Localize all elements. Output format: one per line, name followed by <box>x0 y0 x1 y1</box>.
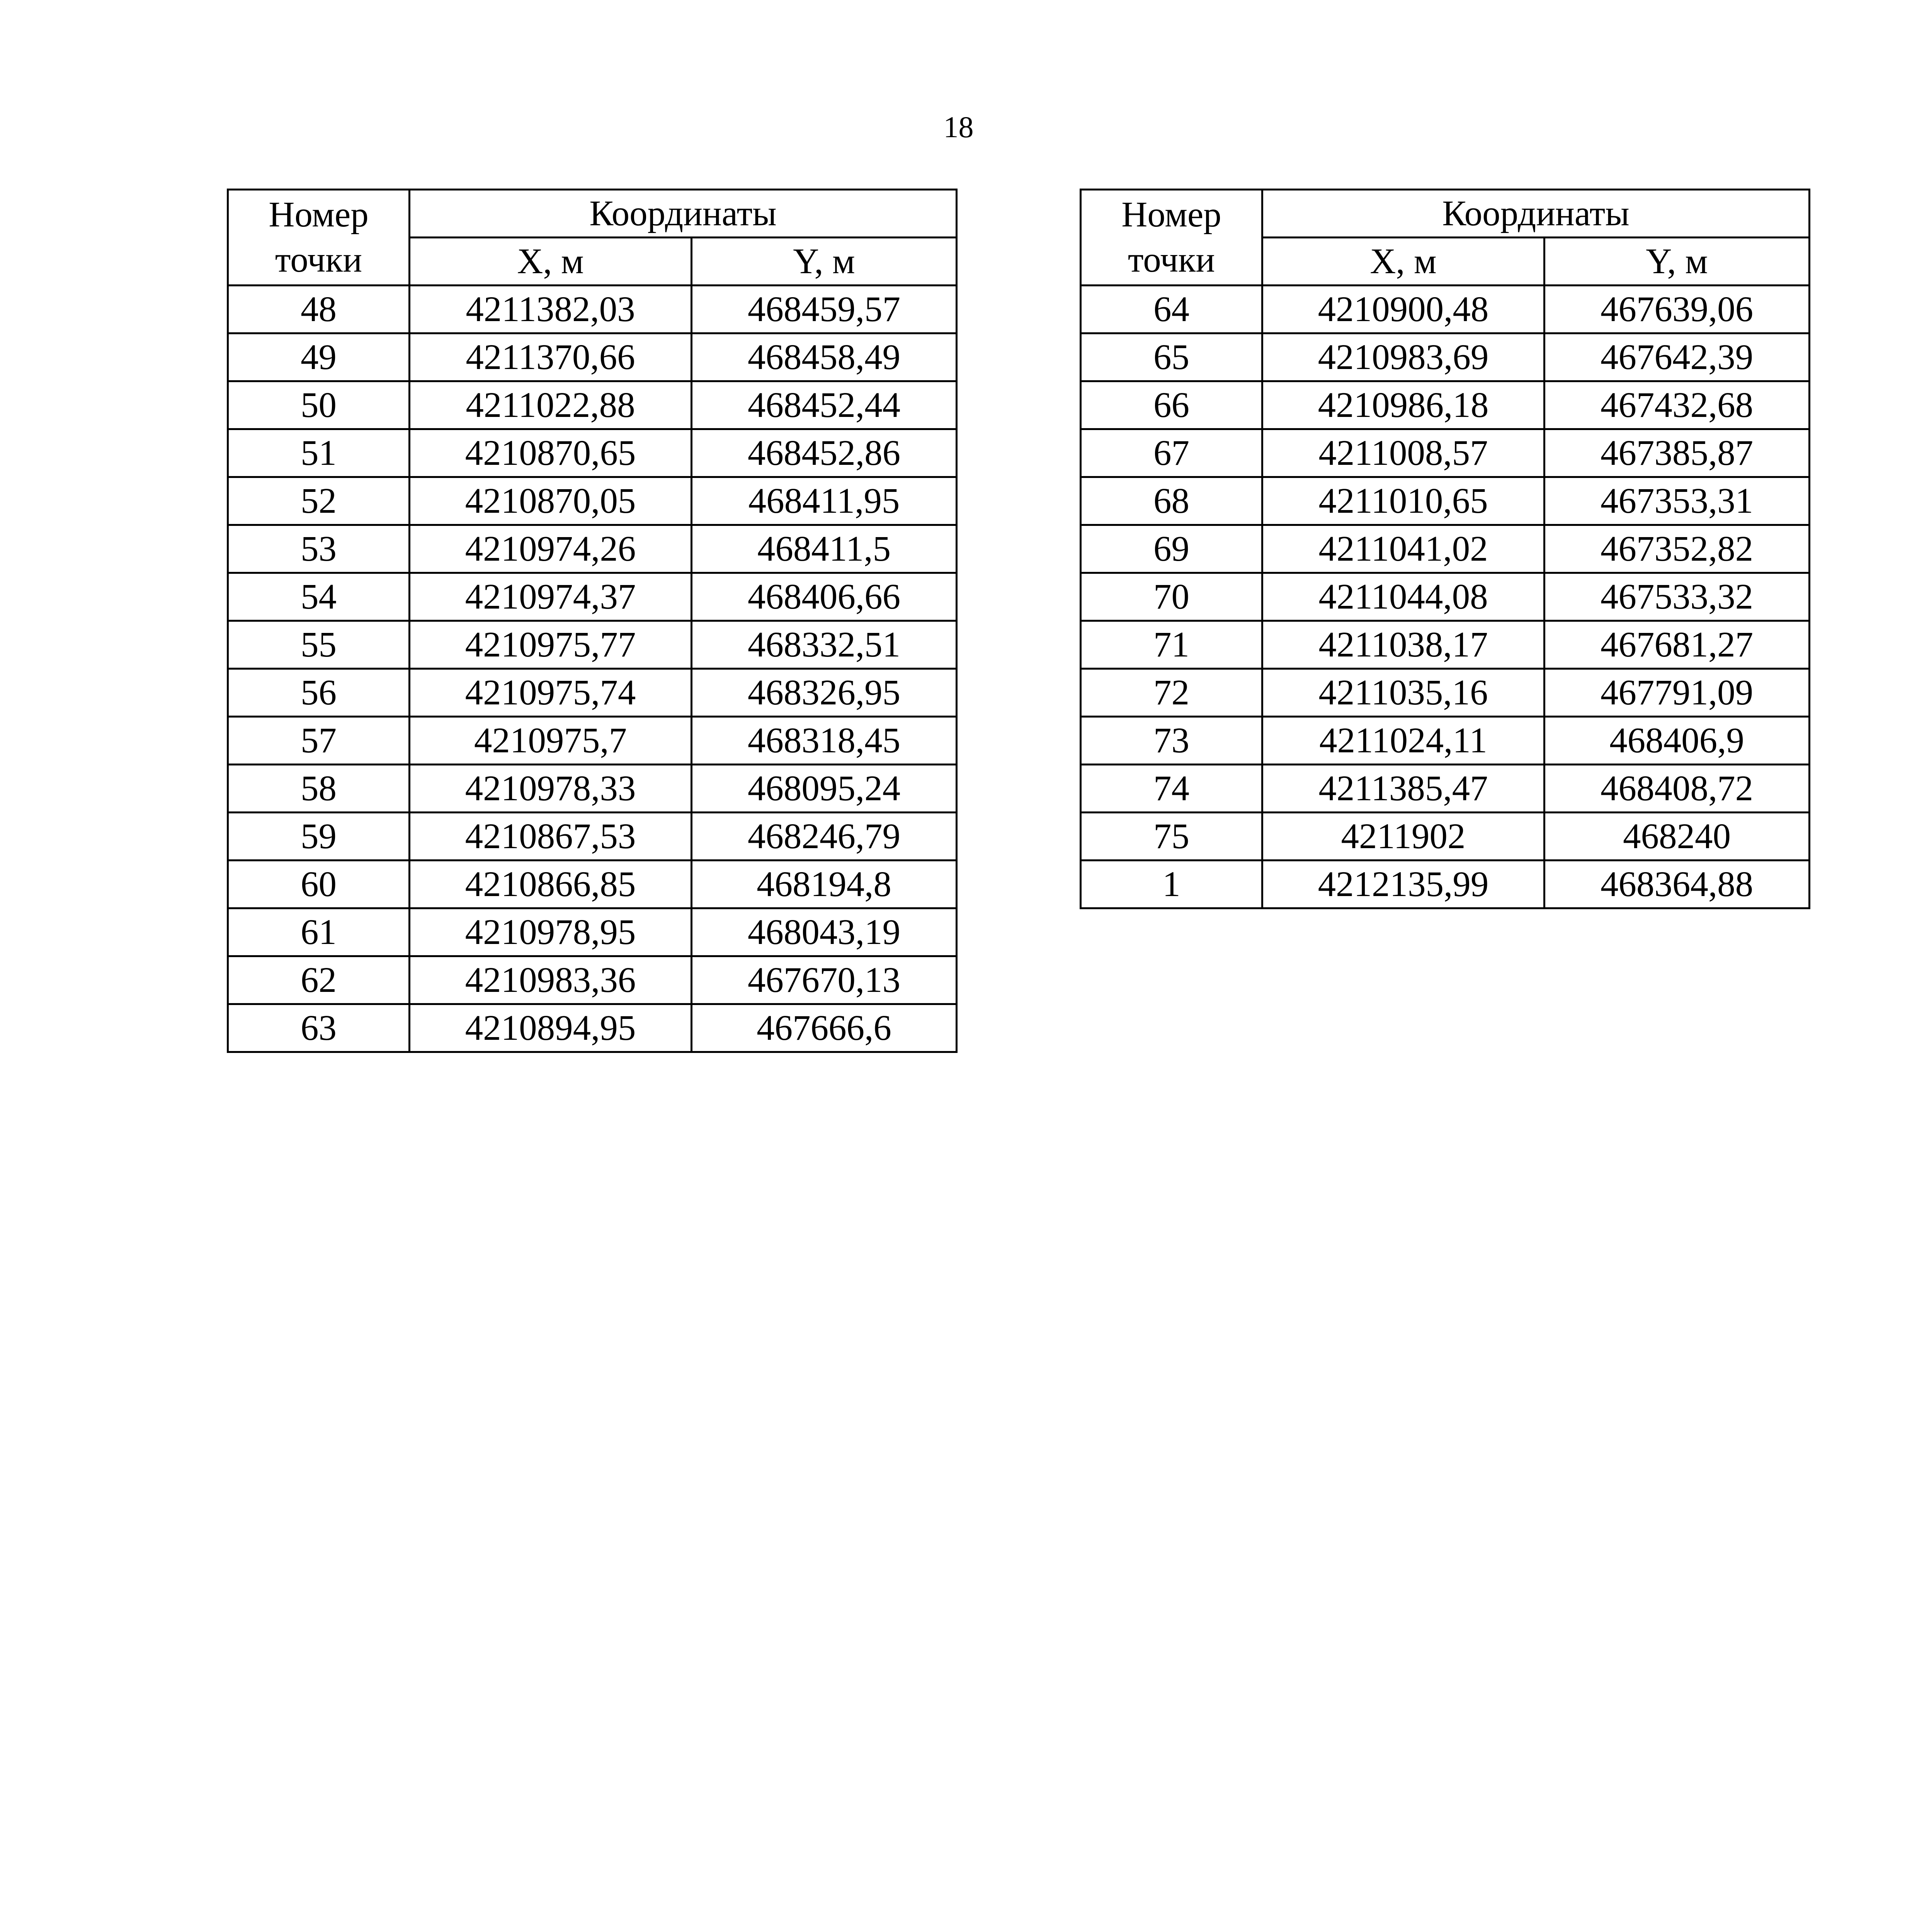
point-number-cell: 64 <box>1081 286 1262 333</box>
point-number-cell: 49 <box>228 333 410 381</box>
point-number-cell: 52 <box>228 477 410 525</box>
x-coordinate-cell: 4210870,65 <box>410 429 692 477</box>
point-number-cell: 59 <box>228 813 410 861</box>
point-number-cell: 68 <box>1081 477 1262 525</box>
x-coordinate-cell: 4211008,57 <box>1262 429 1544 477</box>
x-coordinate-cell: 4210986,18 <box>1262 381 1544 429</box>
y-header: Y, м <box>1544 238 1810 286</box>
table-row <box>1081 286 1810 333</box>
point-number-cell: 54 <box>228 573 410 621</box>
x-coordinate-cell: 4210894,95 <box>410 1004 692 1052</box>
x-coordinate-cell: 4211385,47 <box>1262 765 1544 813</box>
y-coordinate-cell: 468095,24 <box>692 765 957 813</box>
x-coordinate-cell: 4210974,26 <box>410 525 692 573</box>
y-coordinate-cell: 468459,57 <box>692 286 957 333</box>
y-coordinate-cell: 468364,88 <box>1544 861 1810 908</box>
table-row <box>228 813 957 861</box>
y-coordinate-cell: 467533,32 <box>1544 573 1810 621</box>
table-row <box>1081 765 1810 813</box>
table-row <box>228 381 957 429</box>
point-number-cell: 50 <box>228 381 410 429</box>
point-number-cell: 65 <box>1081 333 1262 381</box>
point-number-header: Номер точки <box>228 190 410 286</box>
y-coordinate-cell: 468411,95 <box>692 477 957 525</box>
point-number-cell: 51 <box>228 429 410 477</box>
table-row <box>228 717 957 765</box>
table-row <box>1081 813 1810 861</box>
y-coordinate-cell: 468452,44 <box>692 381 957 429</box>
y-coordinate-cell: 468194,8 <box>692 861 957 908</box>
y-coordinate-cell: 467642,39 <box>1544 333 1810 381</box>
table-row <box>1081 333 1810 381</box>
point-number-cell: 58 <box>228 765 410 813</box>
point-number-cell: 48 <box>228 286 410 333</box>
x-coordinate-cell: 4211382,03 <box>410 286 692 333</box>
y-coordinate-cell: 468043,19 <box>692 908 957 956</box>
point-number-cell: 1 <box>1081 861 1262 908</box>
coordinates-header: Координаты <box>410 190 957 238</box>
point-number-header: Номер точки <box>1081 190 1262 286</box>
point-number-cell: 74 <box>1081 765 1262 813</box>
x-coordinate-cell: 4210870,05 <box>410 477 692 525</box>
table-row <box>228 669 957 717</box>
point-number-cell: 70 <box>1081 573 1262 621</box>
y-coordinate-cell: 468332,51 <box>692 621 957 669</box>
y-coordinate-cell: 468246,79 <box>692 813 957 861</box>
point-number-cell: 60 <box>228 861 410 908</box>
y-coordinate-cell: 468406,9 <box>1544 717 1810 765</box>
point-number-cell: 67 <box>1081 429 1262 477</box>
table-row <box>228 956 957 1004</box>
y-coordinate-cell: 467639,06 <box>1544 286 1810 333</box>
y-coordinate-cell: 467353,31 <box>1544 477 1810 525</box>
table-row <box>1081 621 1810 669</box>
table-row <box>1081 525 1810 573</box>
point-number-cell: 71 <box>1081 621 1262 669</box>
table-row <box>228 477 957 525</box>
table-row <box>1081 861 1810 908</box>
x-coordinate-cell: 4210975,7 <box>410 717 692 765</box>
table-row <box>1081 381 1810 429</box>
table-row <box>1081 429 1810 477</box>
point-number-cell: 73 <box>1081 717 1262 765</box>
y-coordinate-cell: 467352,82 <box>1544 525 1810 573</box>
point-number-cell: 55 <box>228 621 410 669</box>
y-coordinate-cell: 467666,6 <box>692 1004 957 1052</box>
point-number-cell: 53 <box>228 525 410 573</box>
x-coordinate-cell: 4211044,08 <box>1262 573 1544 621</box>
point-number-cell: 57 <box>228 717 410 765</box>
table-row <box>1081 477 1810 525</box>
x-coordinate-cell: 4210978,95 <box>410 908 692 956</box>
x-coordinate-cell: 4212135,99 <box>1262 861 1544 908</box>
point-number-cell: 63 <box>228 1004 410 1052</box>
table-row <box>228 1004 957 1052</box>
x-coordinate-cell: 4210983,69 <box>1262 333 1544 381</box>
x-coordinate-cell: 4210900,48 <box>1262 286 1544 333</box>
table-row <box>228 525 957 573</box>
point-number-cell: 62 <box>228 956 410 1004</box>
y-coordinate-cell: 468408,72 <box>1544 765 1810 813</box>
x-coordinate-cell: 4211024,11 <box>1262 717 1544 765</box>
table-header-row <box>228 190 957 238</box>
y-coordinate-cell: 468411,5 <box>692 525 957 573</box>
point-number-cell: 61 <box>228 908 410 956</box>
coordinates-table-right <box>1080 189 1810 909</box>
table-row <box>228 621 957 669</box>
table-row <box>228 573 957 621</box>
table-row <box>1081 669 1810 717</box>
x-coordinate-cell: 4211370,66 <box>410 333 692 381</box>
y-header: Y, м <box>692 238 957 286</box>
table-row <box>1081 717 1810 765</box>
y-coordinate-cell: 468240 <box>1544 813 1810 861</box>
y-coordinate-cell: 468452,86 <box>692 429 957 477</box>
y-coordinate-cell: 468318,45 <box>692 717 957 765</box>
y-coordinate-cell: 467791,09 <box>1544 669 1810 717</box>
table-row <box>228 333 957 381</box>
y-coordinate-cell: 467681,27 <box>1544 621 1810 669</box>
table-row <box>228 908 957 956</box>
page-number: 18 <box>943 110 974 144</box>
y-coordinate-cell: 468406,66 <box>692 573 957 621</box>
x-coordinate-cell: 4211010,65 <box>1262 477 1544 525</box>
table-row <box>228 429 957 477</box>
y-coordinate-cell: 467670,13 <box>692 956 957 1004</box>
x-header: X, м <box>1262 238 1544 286</box>
x-coordinate-cell: 4210983,36 <box>410 956 692 1004</box>
x-coordinate-cell: 4211038,17 <box>1262 621 1544 669</box>
table-row <box>228 861 957 908</box>
point-number-cell: 72 <box>1081 669 1262 717</box>
x-header: X, м <box>410 238 692 286</box>
y-coordinate-cell: 468326,95 <box>692 669 957 717</box>
coordinates-table-left <box>227 189 958 1053</box>
x-coordinate-cell: 4211035,16 <box>1262 669 1544 717</box>
point-number-cell: 69 <box>1081 525 1262 573</box>
point-number-cell: 75 <box>1081 813 1262 861</box>
table-header-row <box>1081 190 1810 238</box>
x-coordinate-cell: 4210975,74 <box>410 669 692 717</box>
x-coordinate-cell: 4210974,37 <box>410 573 692 621</box>
y-coordinate-cell: 467432,68 <box>1544 381 1810 429</box>
table-row <box>1081 573 1810 621</box>
x-coordinate-cell: 4210975,77 <box>410 621 692 669</box>
y-coordinate-cell: 467385,87 <box>1544 429 1810 477</box>
point-number-cell: 66 <box>1081 381 1262 429</box>
coordinates-header: Координаты <box>1262 190 1810 238</box>
table-row <box>228 286 957 333</box>
x-coordinate-cell: 4211902 <box>1262 813 1544 861</box>
x-coordinate-cell: 4210867,53 <box>410 813 692 861</box>
y-coordinate-cell: 468458,49 <box>692 333 957 381</box>
x-coordinate-cell: 4210978,33 <box>410 765 692 813</box>
x-coordinate-cell: 4211041,02 <box>1262 525 1544 573</box>
x-coordinate-cell: 4211022,88 <box>410 381 692 429</box>
point-number-cell: 56 <box>228 669 410 717</box>
x-coordinate-cell: 4210866,85 <box>410 861 692 908</box>
table-row <box>228 765 957 813</box>
